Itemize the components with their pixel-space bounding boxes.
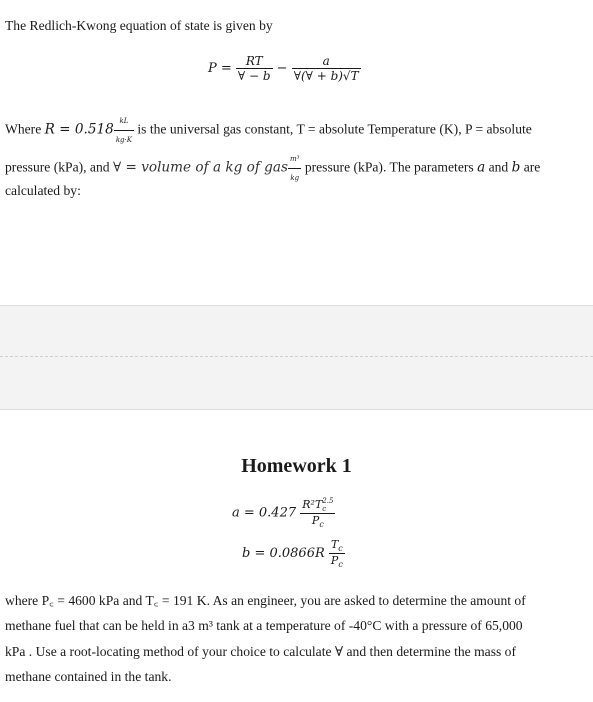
a-fraction-den xyxy=(300,513,335,529)
intro-text: The Redlich-Kwong equation of state is given by xyxy=(5,18,273,33)
a-equation xyxy=(232,497,335,529)
homework-heading: Homework 1 xyxy=(241,455,352,477)
para-line-2: methane fuel that can be held in a3 m³ tank at a temperature of -40°C with a pressure of 65,000 xyxy=(5,618,523,633)
param-a: a xyxy=(477,159,486,176)
a-num-main: R²T xyxy=(302,498,323,511)
para-line-1: where P꜀ = 4600 kPa and T꜀ = 191 K. As an engineer, you are asked to determine the amount of xyxy=(5,593,526,608)
rk-term1-den: ∀ − b xyxy=(237,69,271,83)
a-den-sub: c xyxy=(319,520,324,530)
volume-unit-den: kg xyxy=(288,168,301,187)
b-den-main: P xyxy=(330,554,339,568)
rk-term1-num: RT xyxy=(245,54,263,68)
b-lhs: b = 0.0866R xyxy=(242,546,325,562)
b-den-sub: c xyxy=(338,560,343,570)
where-lead: Where xyxy=(5,121,45,137)
r-unit xyxy=(114,112,134,149)
rk-term2-den: ∀(∀ + b)√T xyxy=(293,69,359,83)
and-text: and xyxy=(485,159,512,175)
r-unit-num: kL xyxy=(119,117,129,125)
b-equation xyxy=(242,538,345,569)
are-text: are xyxy=(520,159,541,175)
rk-lhs: P = xyxy=(208,61,232,76)
volume-expr: ∀ = volume of a kg of gas xyxy=(112,159,288,176)
rk-equation xyxy=(208,54,361,83)
para-line-4: methane contained in the tank. xyxy=(5,669,172,684)
a-lhs: a = 0.427 xyxy=(232,505,297,521)
a-num-sub: c xyxy=(322,505,327,513)
b-num-main: T xyxy=(330,538,339,551)
para-line-3: kPa . Use a root-locating method of your choice to calculate ∀ and then determine the mass of xyxy=(5,644,517,659)
a-den-main: P xyxy=(311,514,320,527)
pressure-mid: pressure (kPa). The parameters xyxy=(301,159,478,175)
where-line xyxy=(5,112,532,149)
volume-unit-num: m³ xyxy=(289,155,300,163)
b-fraction-den xyxy=(329,553,345,569)
pressure-lead: pressure (kPa), and xyxy=(5,159,113,175)
a-num-sup: 2.5 xyxy=(322,497,334,505)
where-tail: is the universal gas constant, T = absolute Temperature (K), P = absolute xyxy=(134,121,532,137)
rk-term2 xyxy=(292,54,361,83)
b-fraction xyxy=(329,538,345,569)
r-value: R = 0.518 xyxy=(44,121,114,138)
param-b: b xyxy=(511,159,521,176)
calculated-by-text: calculated by: xyxy=(5,183,81,198)
volume-unit xyxy=(288,150,301,187)
rk-minus: − xyxy=(276,61,288,76)
a-fraction-num xyxy=(300,497,335,513)
rk-term2-num: a xyxy=(322,54,330,68)
a-num-scripts xyxy=(322,497,333,513)
b-fraction-num xyxy=(329,538,345,553)
pressure-line xyxy=(5,150,540,187)
page-break-band xyxy=(0,305,593,410)
page-break-divider xyxy=(0,356,593,357)
b-num-sub: c xyxy=(338,544,343,554)
a-fraction xyxy=(300,497,335,529)
rk-term1 xyxy=(236,54,273,83)
r-unit-den: kg·K xyxy=(114,130,134,149)
